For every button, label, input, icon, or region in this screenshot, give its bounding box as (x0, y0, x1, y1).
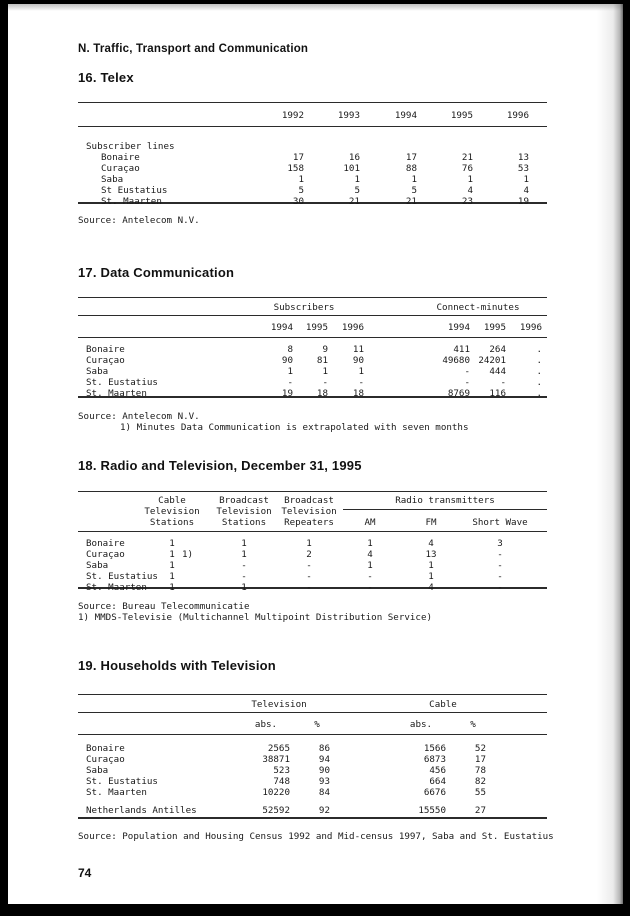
table-rule-top (78, 491, 547, 492)
table-cell: 1 (367, 538, 373, 549)
table-cell: . (536, 377, 542, 388)
table-cell: 3 (497, 538, 503, 549)
table-cell: 1 (428, 571, 434, 582)
table-row-label: St Eustatius (101, 185, 168, 196)
table-row-label: Bonaire (86, 344, 125, 355)
table-cell: 10220 (262, 787, 290, 798)
table-row-label: St. Eustatius (86, 776, 158, 787)
table-cell: 1 (169, 560, 175, 571)
table-cell: - (497, 571, 503, 582)
column-header-fm: FM (425, 517, 437, 528)
column-header-1996: 1996 (506, 110, 529, 121)
table-row-label: Curaçao (86, 355, 125, 366)
column-header-cable-tv-stations-line2: Television (144, 506, 200, 517)
table-source-radio-television: Source: Bureau Telecommunicatie (78, 601, 250, 612)
column-header-broadcast-tv-stations-line2: Television (216, 506, 272, 517)
table-cell: . (536, 344, 542, 355)
table-row-label: Bonaire (101, 152, 140, 163)
table-total-cell: 15550 (418, 805, 446, 816)
table-cell: 19 (517, 196, 529, 207)
table-heading-data-communication: 17. Data Communication (78, 265, 235, 280)
table-cell: 2 (306, 549, 312, 560)
table-cell: 4 (523, 185, 529, 196)
table-cell: 24201 (478, 355, 506, 366)
table-cell: 76 (461, 163, 473, 174)
table-cell: 1 (322, 366, 328, 377)
table-cell: 19 (281, 388, 293, 399)
table-rule-top (78, 694, 547, 695)
table-cell: 78 (474, 765, 486, 776)
table-cell: 1 (169, 549, 175, 560)
column-header-subscribers-1994: 1994 (270, 322, 293, 333)
table-cell: - (241, 560, 247, 571)
table-cell: - (306, 571, 312, 582)
table-cell: 1 (298, 174, 304, 185)
table-total-cell: 52592 (262, 805, 290, 816)
table-cell: 90 (281, 355, 293, 366)
table-cell: - (367, 582, 373, 593)
table-cell: 1 (287, 366, 293, 377)
table-cell: 411 (453, 344, 470, 355)
table-cell: 456 (429, 765, 446, 776)
column-header-connect-minutes-1996: 1996 (519, 322, 542, 333)
group-header-radio-transmitters: Radio transmitters (395, 495, 495, 506)
table-rule-bottom (78, 817, 547, 819)
table-row-label: Curaçao (86, 549, 125, 560)
table-cell: 4 (428, 582, 434, 593)
column-header-broadcast-tv-stations-line1: Broadcast (219, 495, 269, 506)
table-rule-group-header (343, 509, 547, 510)
table-row-label: Curaçao (86, 754, 125, 765)
table-cell: 21 (461, 152, 473, 163)
table-cell: 116 (489, 388, 506, 399)
table-source-households-television: Source: Population and Housing Census 1992 and Mid-census 1997, Saba and St. Eustatius (78, 831, 554, 842)
table-cell: 13 (517, 152, 529, 163)
table-cell: 523 (273, 765, 290, 776)
table-cell: 1 (169, 538, 175, 549)
section-heading: N. Traffic, Transport and Communication (78, 43, 309, 55)
table-cell: 81 (316, 355, 328, 366)
table-cell: 17 (474, 754, 486, 765)
group-header-connect-minutes: Connect-minutes (436, 302, 520, 313)
table-footnote-data-communication: 1) Minutes Data Communication is extrapolated with seven months (120, 422, 469, 433)
column-header-television-abs: abs. (254, 719, 278, 730)
table-heading-radio-television: 18. Radio and Television, December 31, 1995 (78, 458, 362, 473)
table-cell: - (358, 377, 364, 388)
table-cell: 4 (367, 549, 373, 560)
table-cell: 1 (169, 582, 175, 593)
table-cell-footnote-marker: 1) (182, 549, 194, 560)
table-row-label: St. Eustatius (86, 571, 158, 582)
column-header-cable-tv-stations-line1: Cable (158, 495, 186, 506)
table-cell: 1 (306, 538, 312, 549)
table-row-label: Saba (86, 765, 109, 776)
table-cell: 5 (411, 185, 417, 196)
table-cell: - (497, 549, 503, 560)
column-header-broadcast-tv-repeaters-line2: Television (281, 506, 337, 517)
table-cell: 86 (318, 743, 330, 754)
table-cell: 1 (367, 560, 373, 571)
table-cell: 1566 (423, 743, 446, 754)
table-cell: 101 (343, 163, 360, 174)
column-header-1995: 1995 (450, 110, 473, 121)
table-cell: 52 (474, 743, 486, 754)
table-cell: 17 (405, 152, 417, 163)
table-total-row-label: Netherlands Antilles (86, 805, 197, 816)
table-cell: 9 (322, 344, 328, 355)
table-cell: . (536, 355, 542, 366)
table-rule-group-header (78, 315, 547, 316)
table-cell: 55 (474, 787, 486, 798)
table-cell: 1 (241, 582, 247, 593)
table-cell: 1 (169, 571, 175, 582)
table-total-cell: 92 (318, 805, 330, 816)
table-heading-telex: 16. Telex (78, 70, 134, 85)
column-header-am: AM (364, 517, 376, 528)
table-rule-header (78, 337, 547, 338)
table-cell: 1 (411, 174, 417, 185)
table-cell: 38871 (262, 754, 290, 765)
column-header-cable-abs: abs. (409, 719, 433, 730)
table-cell: 5 (354, 185, 360, 196)
table-row-label: Saba (86, 560, 109, 571)
table-cell: 16 (348, 152, 360, 163)
page-content (8, 4, 623, 904)
table-cell: 264 (489, 344, 506, 355)
table-row-label: Curaçao (101, 163, 140, 174)
table-cell: 1 (241, 538, 247, 549)
table-cell: 8 (287, 344, 293, 355)
table-cell: 82 (474, 776, 486, 787)
table-source-telex: Source: Antelecom N.V. (78, 215, 200, 226)
table-rule-header (78, 531, 547, 532)
table-total-cell: 27 (474, 805, 486, 816)
table-cell: 49680 (442, 355, 470, 366)
table-cell: - (241, 571, 247, 582)
column-header-broadcast-tv-stations-line3: Stations (221, 517, 267, 528)
table-cell: 30 (292, 196, 304, 207)
table-cell: 18 (352, 388, 364, 399)
table-cell: 4 (428, 538, 434, 549)
table-cell: 664 (429, 776, 446, 787)
table-cell: 1 (241, 549, 247, 560)
table-rule-top (78, 297, 547, 298)
table-cell: 6873 (423, 754, 446, 765)
table-cell: 5 (298, 185, 304, 196)
column-header-subscribers-1995: 1995 (305, 322, 328, 333)
table-row-label: Saba (86, 366, 109, 377)
table-cell: - (497, 560, 503, 571)
table-cell: 21 (348, 196, 360, 207)
table-cell: 18 (316, 388, 328, 399)
table-cell: 444 (489, 366, 506, 377)
column-header-1994: 1994 (394, 110, 417, 121)
table-cell: 1 (428, 560, 434, 571)
column-header-cable-tv-stations-line3: Stations (149, 517, 195, 528)
table-rule-header (78, 126, 547, 127)
table-rule-group-header (78, 712, 547, 713)
table-cell: 1 (467, 174, 473, 185)
column-header-connect-minutes-1994: 1994 (447, 322, 470, 333)
table-row-label: Bonaire (86, 743, 125, 754)
table-cell: 8769 (447, 388, 470, 399)
table-cell: 11 (352, 344, 364, 355)
table-cell: 748 (273, 776, 290, 787)
table-cell: 88 (405, 163, 417, 174)
table-cell: 6676 (423, 787, 446, 798)
column-header-1992: 1992 (281, 110, 304, 121)
table-cell: - (464, 377, 470, 388)
table-cell: 93 (318, 776, 330, 787)
table-cell: - (306, 560, 312, 571)
column-header-1993: 1993 (337, 110, 360, 121)
table-cell: 84 (318, 787, 330, 798)
table-row-label: Bonaire (86, 538, 125, 549)
table-cell: - (306, 582, 312, 593)
table-cell: 2565 (267, 743, 290, 754)
row-group-label-subscriber-lines: Subscriber lines (86, 141, 175, 152)
table-cell: 23 (461, 196, 473, 207)
table-cell: - (322, 377, 328, 388)
table-cell: 1 (354, 174, 360, 185)
column-header-short-wave: Short Wave (472, 517, 528, 528)
table-cell: 1 (523, 174, 529, 185)
table-cell: - (500, 377, 506, 388)
column-header-television-pct: % (314, 719, 320, 730)
table-cell: 21 (405, 196, 417, 207)
column-header-subscribers-1996: 1996 (341, 322, 364, 333)
table-row-label: St. Maarten (86, 582, 147, 593)
table-cell: - (367, 571, 373, 582)
page-sheet (8, 4, 623, 904)
table-cell: - (464, 366, 470, 377)
table-row-label: Saba (101, 174, 124, 185)
table-cell: 53 (517, 163, 529, 174)
column-header-broadcast-tv-repeaters-line3: Repeaters (284, 517, 334, 528)
table-cell: 90 (352, 355, 364, 366)
table-cell: . (536, 366, 542, 377)
table-cell: 94 (318, 754, 330, 765)
table-cell: 158 (287, 163, 304, 174)
column-header-connect-minutes-1995: 1995 (483, 322, 506, 333)
table-row-label: St. Eustatius (86, 377, 158, 388)
table-cell: 1 (358, 366, 364, 377)
group-header-television: Television (251, 699, 307, 710)
group-header-cable: Cable (429, 699, 457, 710)
column-header-cable-pct: % (470, 719, 476, 730)
page-bottom-edge (0, 904, 630, 916)
table-row-label: St. Maarten (86, 388, 147, 399)
column-header-broadcast-tv-repeaters-line1: Broadcast (284, 495, 334, 506)
group-header-subscribers: Subscribers (273, 302, 335, 313)
table-cell: 17 (292, 152, 304, 163)
table-footnote-radio-television: 1) MMDS-Televisie (Multichannel Multipoint Distribution Service) (78, 612, 433, 623)
table-cell: 90 (318, 765, 330, 776)
table-row-label: St. Maarten (101, 196, 162, 207)
table-cell: 4 (467, 185, 473, 196)
table-cell: 13 (425, 549, 437, 560)
table-cell: - (497, 582, 503, 593)
page-number: 74 (78, 866, 92, 880)
table-cell: . (536, 388, 542, 399)
table-rule-top (78, 102, 547, 103)
table-heading-households-television: 19. Households with Television (78, 658, 276, 673)
table-source-data-communication: Source: Antelecom N.V. (78, 411, 200, 422)
table-row-label: St. Maarten (86, 787, 147, 798)
table-cell: - (287, 377, 293, 388)
table-rule-header (78, 734, 547, 735)
